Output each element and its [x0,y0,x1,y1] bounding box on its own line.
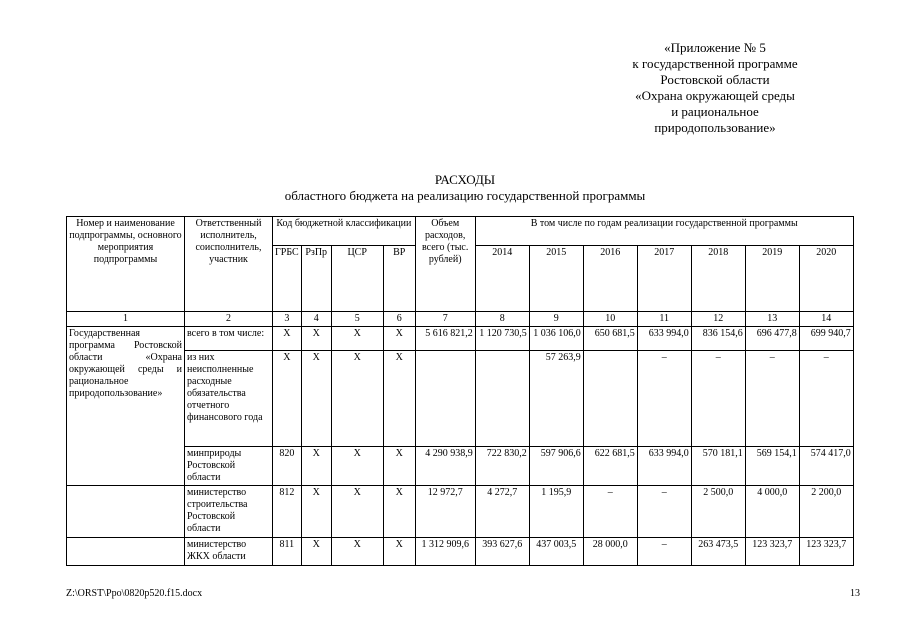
year-value-cell: – [745,351,799,447]
column-number: 5 [331,312,383,327]
column-number-row [67,312,854,327]
year-value-cell: 4 000,0 [745,486,799,538]
vr-cell: X [383,538,415,566]
program-name-empty-cell [67,538,185,566]
rzpr-cell: X [301,327,331,351]
year-value-cell: 570 181,1 [691,447,745,486]
year-value-cell: – [691,351,745,447]
year-value-cell [475,351,529,447]
column-number: 6 [383,312,415,327]
column-number: 13 [745,312,799,327]
year-value-cell: 574 417,0 [799,447,853,486]
grbs-cell: 820 [273,447,302,486]
column-number: 4 [301,312,331,327]
grbs-cell: X [273,327,302,351]
executor-cell: министерство строительства Ростовской области [185,486,273,538]
total-cell [415,351,475,447]
rzpr-cell: X [301,447,331,486]
year-value-cell: 722 830,2 [475,447,529,486]
appendix-line: и рациональное [671,104,759,119]
header-rzpr: РзПр [301,246,331,312]
year-value-cell: 633 994,0 [637,447,691,486]
table-row [67,538,854,566]
year-value-cell: – [637,538,691,566]
column-number: 11 [637,312,691,327]
program-name-empty-cell [67,486,185,538]
grbs-cell: 811 [273,538,302,566]
year-value-cell: 699 940,7 [799,327,853,351]
grbs-cell: 812 [273,486,302,538]
year-value-cell: – [637,486,691,538]
document-title [240,172,690,204]
year-value-cell: 263 473,5 [691,538,745,566]
appendix-line: Ростовской области [660,72,770,87]
year-value-cell: – [583,486,637,538]
appendix-caption [590,40,840,136]
year-value-cell: 393 627,6 [475,538,529,566]
table-row [67,486,854,538]
appendix-line: к государственной программе [632,56,798,71]
table-row [67,447,854,486]
total-cell: 5 616 821,2 [415,327,475,351]
header-program-name: Номер и наименование подпрограммы, основного мероприятия подпрограммы [67,217,185,312]
vr-cell: X [383,486,415,538]
year-value-cell: – [637,351,691,447]
header-year: 2018 [691,246,745,312]
header-csr: ЦСР [331,246,383,312]
header-vr: ВР [383,246,415,312]
table-row [67,327,854,351]
header-year: 2019 [745,246,799,312]
header-row [67,217,854,246]
header-budget-code: Код бюджетной классификации [273,217,416,246]
year-value-cell: 1 036 106,0 [529,327,583,351]
column-number: 9 [529,312,583,327]
csr-cell: X [331,486,383,538]
budget-table [66,216,854,566]
title-sub: областного бюджета на реализацию государственной программы [284,188,646,203]
year-value-cell: 633 994,0 [637,327,691,351]
column-number: 3 [273,312,302,327]
year-value-cell: 597 906,6 [529,447,583,486]
column-number: 1 [67,312,185,327]
year-value-cell: 2 500,0 [691,486,745,538]
year-value-cell: 569 154,1 [745,447,799,486]
header-year: 2015 [529,246,583,312]
year-value-cell: 650 681,5 [583,327,637,351]
rzpr-cell: X [301,538,331,566]
executor-cell: из них неисполненные расходные обязательства отчетного финансового года [185,351,273,447]
csr-cell: X [331,327,383,351]
year-value-cell: 2 200,0 [799,486,853,538]
year-value-cell: – [799,351,853,447]
year-value-cell: 437 003,5 [529,538,583,566]
header-year: 2014 [475,246,529,312]
csr-cell: X [331,351,383,447]
grbs-cell: X [273,351,302,447]
column-number: 7 [415,312,475,327]
year-value-cell: 696 477,8 [745,327,799,351]
footer-file-path: Z:\ORST\Ppo\0820p520.f15.docx [66,588,203,599]
header-volume: Объем расходов, всего (тыс. рублей) [415,217,475,312]
header-years-group: В том числе по годам реализации государственной программы [475,217,853,246]
year-value-cell [583,351,637,447]
vr-cell: X [383,327,415,351]
header-year: 2016 [583,246,637,312]
header-year: 2017 [637,246,691,312]
header-grbs: ГРБС [273,246,302,312]
year-value-cell: 1 120 730,5 [475,327,529,351]
executor-cell: всего в том числе: [185,327,273,351]
appendix-line: природопользование» [654,120,776,135]
year-value-cell: 4 272,7 [475,486,529,538]
column-number: 14 [799,312,853,327]
year-value-cell: 836 154,6 [691,327,745,351]
csr-cell: X [331,447,383,486]
year-value-cell: 123 323,7 [799,538,853,566]
program-name-cell: Государственная программа Ростовской области «Охрана окружающей среды и рациональное природопользование» [67,327,185,486]
column-number: 2 [185,312,273,327]
total-cell: 12 972,7 [415,486,475,538]
column-number: 8 [475,312,529,327]
rzpr-cell: X [301,351,331,447]
rzpr-cell: X [301,486,331,538]
total-cell: 4 290 938,9 [415,447,475,486]
footer-page-number: 13 [850,588,860,599]
total-cell: 1 312 909,6 [415,538,475,566]
csr-cell: X [331,538,383,566]
year-value-cell: 1 195,9 [529,486,583,538]
title-main: РАСХОДЫ [434,172,496,187]
appendix-line: «Охрана окружающей среды [635,88,795,103]
column-number: 12 [691,312,745,327]
table-row [67,351,854,447]
year-value-cell: 28 000,0 [583,538,637,566]
header-executor: Ответственный исполнитель, соисполнитель, участник [185,217,273,312]
column-number: 10 [583,312,637,327]
executor-cell: министерство ЖКХ области [185,538,273,566]
year-value-cell: 622 681,5 [583,447,637,486]
executor-cell: минприроды Ростовской области [185,447,273,486]
vr-cell: X [383,447,415,486]
vr-cell: X [383,351,415,447]
appendix-line: «Приложение № 5 [664,40,766,55]
year-value-cell: 123 323,7 [745,538,799,566]
header-year: 2020 [799,246,853,312]
year-value-cell: 57 263,9 [529,351,583,447]
